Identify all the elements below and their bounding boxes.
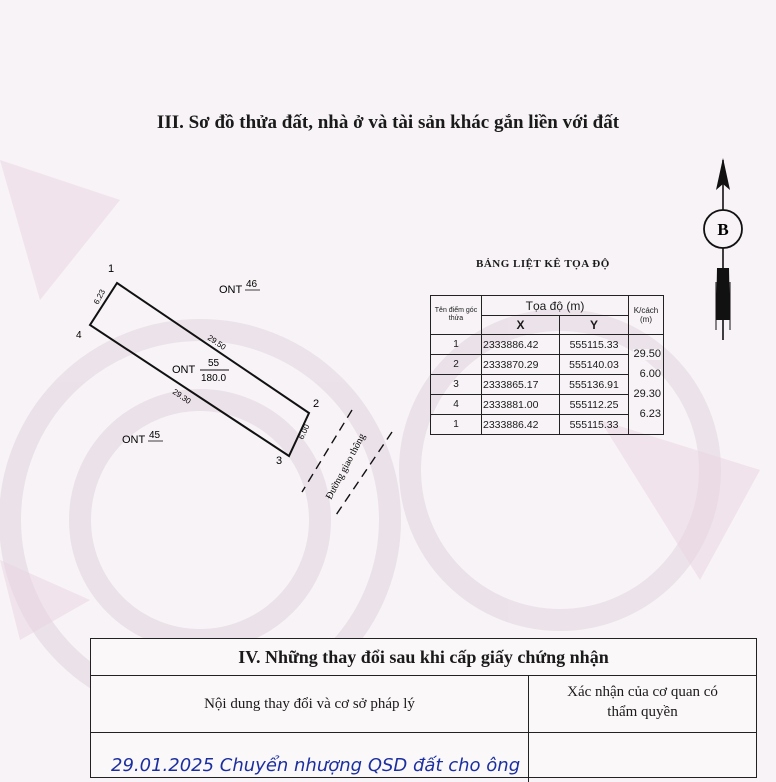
handwritten-entry: 29.01.2025 Chuyển nhượng QSD đất cho ông — [111, 755, 521, 776]
edge-label-bottom: 29.30 — [170, 387, 193, 406]
neighbor-top-number: 46 — [246, 279, 258, 290]
table-row — [431, 355, 664, 375]
coord-table-title: BẢNG LIỆT KÊ TỌA ĐỘ — [476, 258, 610, 270]
corner-label-2: 2 — [313, 398, 320, 410]
corner-label-1: 1 — [108, 263, 115, 275]
point-cell: 4 — [431, 395, 482, 415]
road-label: Đường giao thông — [323, 431, 368, 502]
distance-label: 29.30 — [633, 387, 661, 400]
header-point: Tên điểm góc thửa — [431, 296, 482, 335]
header-authority-confirmation — [529, 676, 756, 732]
parcel-code: ONT — [172, 364, 196, 376]
neighbor-top-code: ONT — [219, 284, 243, 296]
neighbor-left-code: ONT — [122, 434, 146, 446]
header-coords: Tọa độ (m) — [482, 296, 629, 316]
y-cell: 555112.25 — [560, 395, 629, 415]
coordinate-table — [430, 295, 664, 435]
edge-label-right: 6.00 — [296, 422, 312, 441]
y-cell: 555140.03 — [560, 355, 629, 375]
header-x: X — [482, 316, 560, 335]
changes-section — [90, 638, 757, 778]
edge-label-left: 6.23 — [91, 287, 108, 306]
x-cell: 2333881.00 — [482, 395, 560, 415]
header-y: Y — [560, 316, 629, 335]
north-arrow — [704, 158, 742, 340]
x-cell: 2333870.29 — [482, 355, 560, 375]
y-cell: 555115.33 — [560, 415, 629, 435]
header-confirm-line2: thẩm quyền — [607, 704, 678, 720]
edge-label-top: 29.50 — [205, 333, 228, 352]
table-row — [431, 335, 664, 355]
corner-label-3: 3 — [276, 455, 283, 467]
point-cell: 3 — [431, 375, 482, 395]
section-title: III. Sơ đồ thửa đất, nhà ở và tài sản khác gắn liền với đất — [156, 112, 620, 133]
parcel-area: 180.0 — [201, 373, 227, 384]
parcel-outline — [90, 283, 309, 456]
distance-label: 6.23 — [639, 407, 661, 420]
changes-title: IV. Những thay đổi sau khi cấp giấy chứng nhận — [91, 639, 756, 676]
north-label: B — [717, 220, 729, 239]
table-row — [431, 395, 664, 415]
parcel-number: 55 — [208, 358, 220, 369]
distance-cell — [629, 407, 664, 435]
header-content-basis: Nội dung thay đổi và cơ sở pháp lý — [91, 676, 529, 732]
point-cell: 1 — [431, 335, 482, 355]
x-cell: 2333886.42 — [482, 335, 560, 355]
x-cell: 2333886.42 — [482, 415, 560, 435]
distance-label: 6.00 — [639, 367, 661, 380]
point-cell: 2 — [431, 355, 482, 375]
table-row — [431, 375, 664, 395]
corner-label-4: 4 — [76, 330, 82, 341]
neighbor-left-number: 45 — [149, 430, 161, 441]
header-distance: K/cách (m) — [629, 296, 664, 335]
table-row — [431, 415, 664, 435]
y-cell: 555136.91 — [560, 375, 629, 395]
column-divider — [528, 732, 529, 782]
x-cell: 2333865.17 — [482, 375, 560, 395]
point-cell: 1 — [431, 415, 482, 435]
y-cell: 555115.33 — [560, 335, 629, 355]
header-confirm-line1: Xác nhận của cơ quan có — [567, 684, 718, 700]
distance-label: 29.50 — [633, 347, 661, 360]
changes-header-row — [91, 676, 756, 733]
